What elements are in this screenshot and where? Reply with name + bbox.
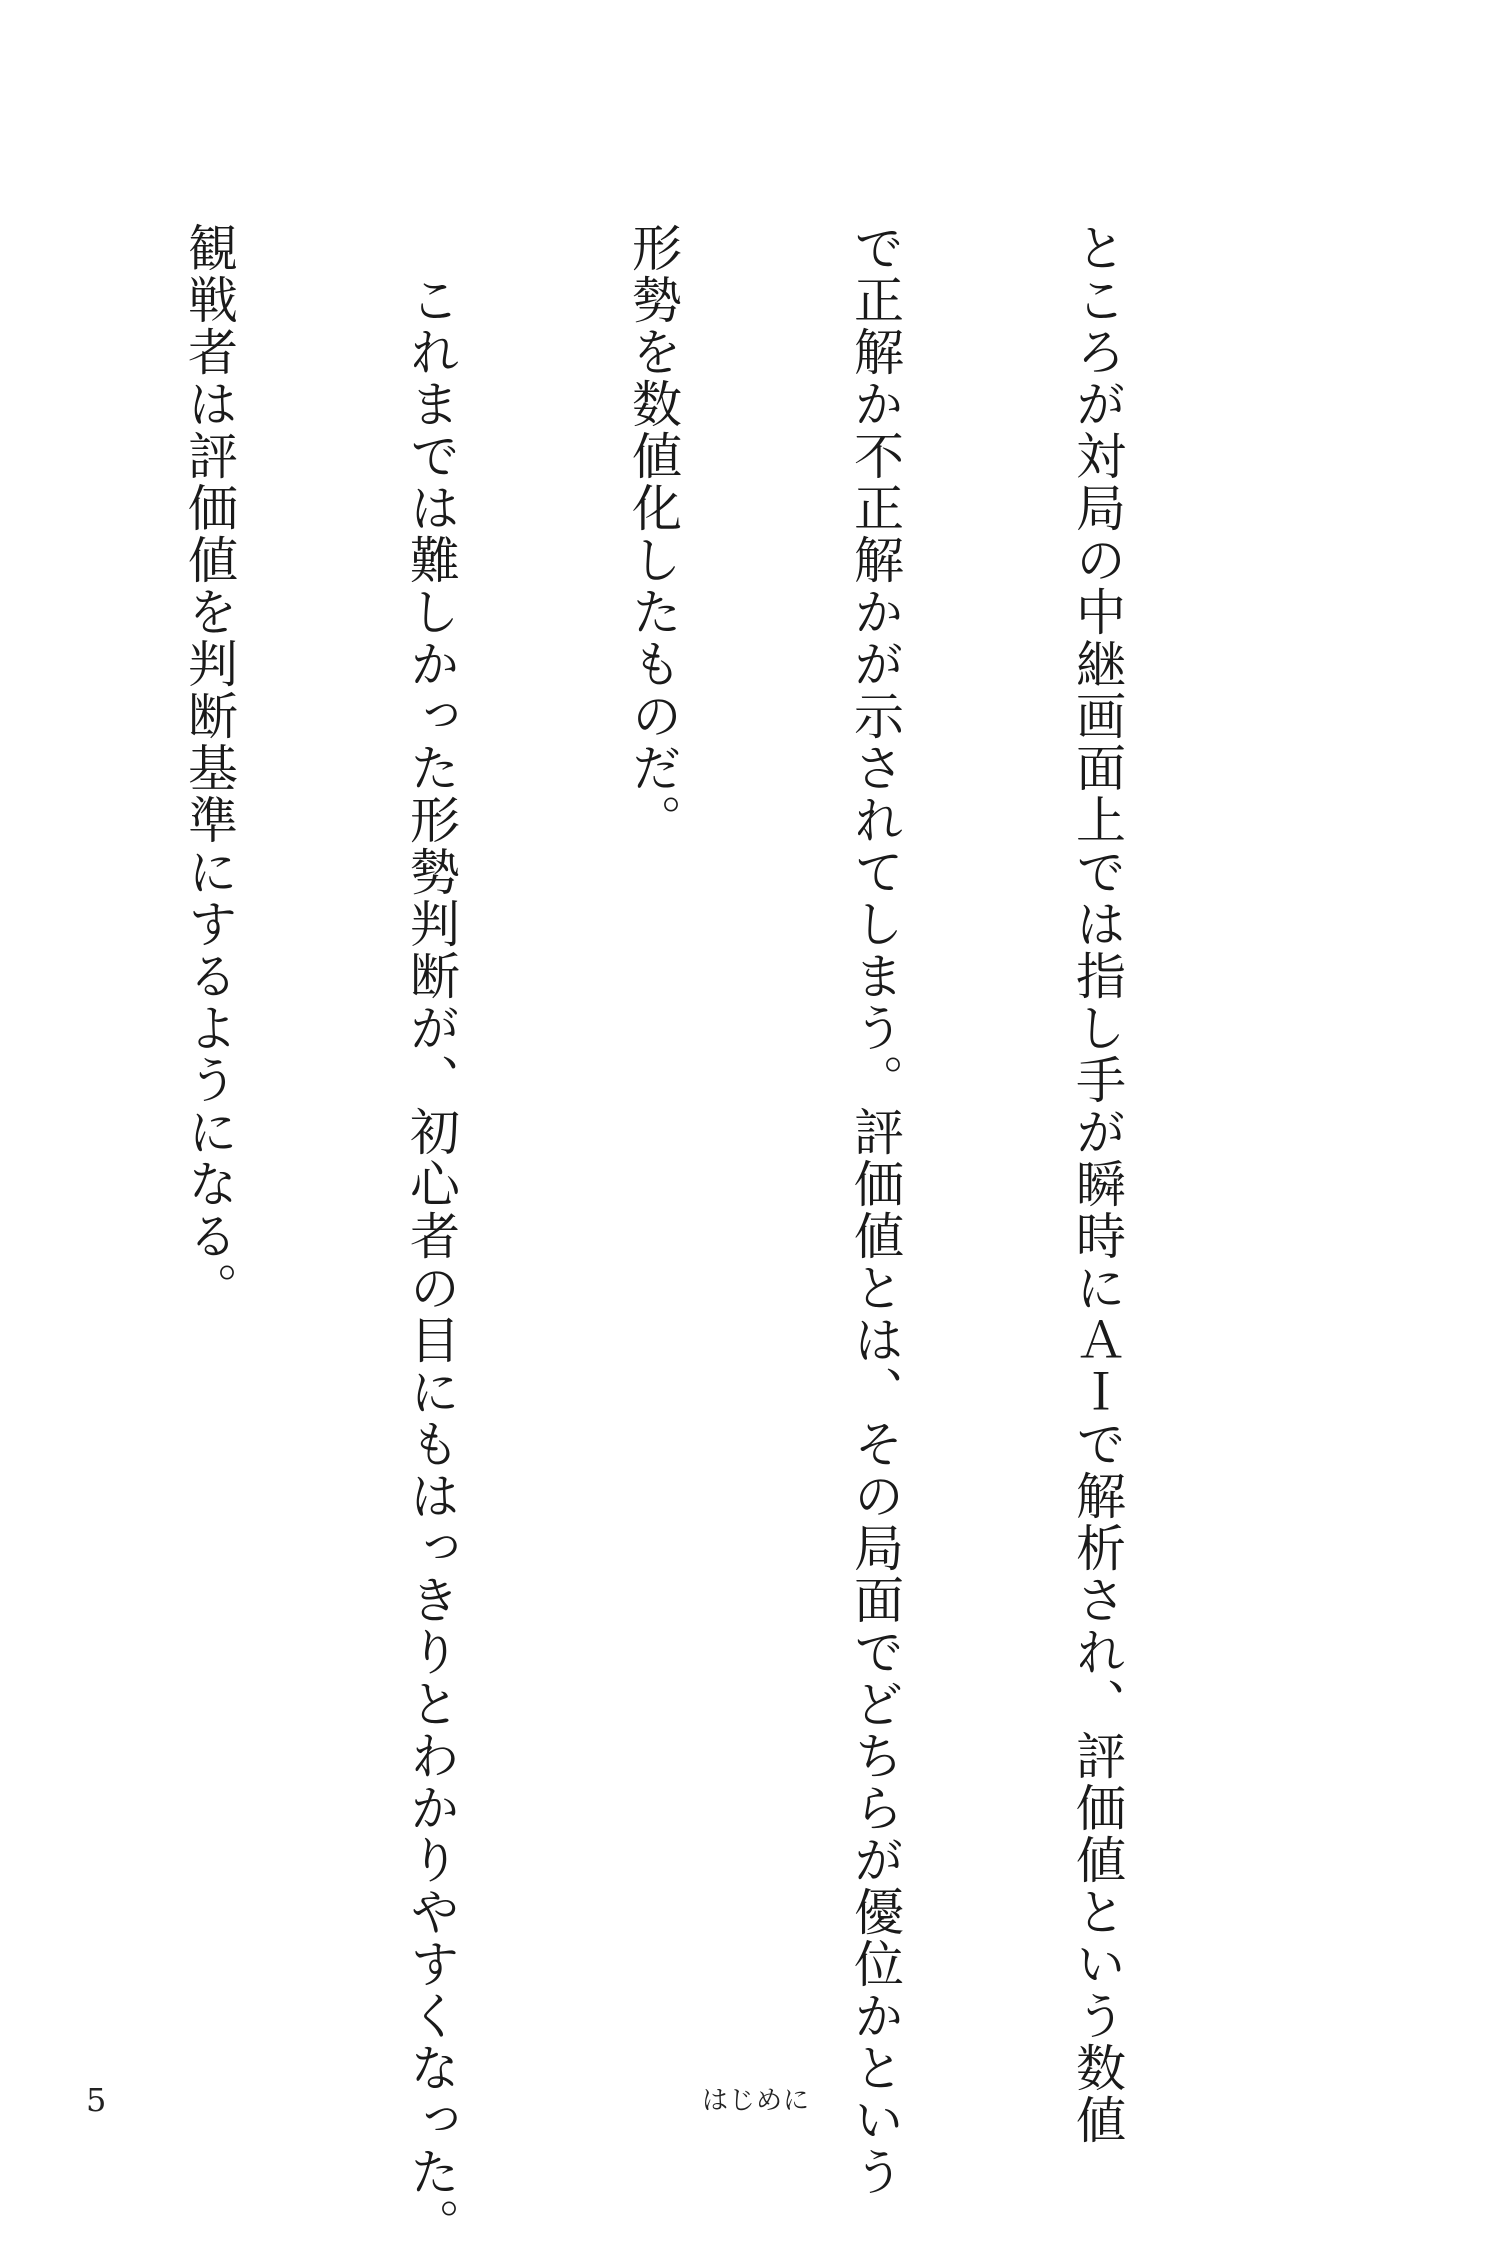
text-line-5: 観戦者は評価値を判断基準にするようになる。 [180,222,238,1314]
text-line-4: これまでは難しかった形勢判断が、初心者の目にもはっきりとわかりやすくなった。 [402,222,460,2250]
text-line-2: で正解か不正解かが示されてしまう。評価値とは、その局面でどちらが優位かという [846,222,904,2198]
page-number: 5 [86,2081,107,2119]
text-line-3: 形勢を数値化したものだ。 [624,222,682,846]
text-line-1: ところが対局の中継画面上では指し手が瞬時にＡＩで解析され、評価値という数値 [1068,222,1126,2146]
running-head: はじめに [701,2086,810,2116]
